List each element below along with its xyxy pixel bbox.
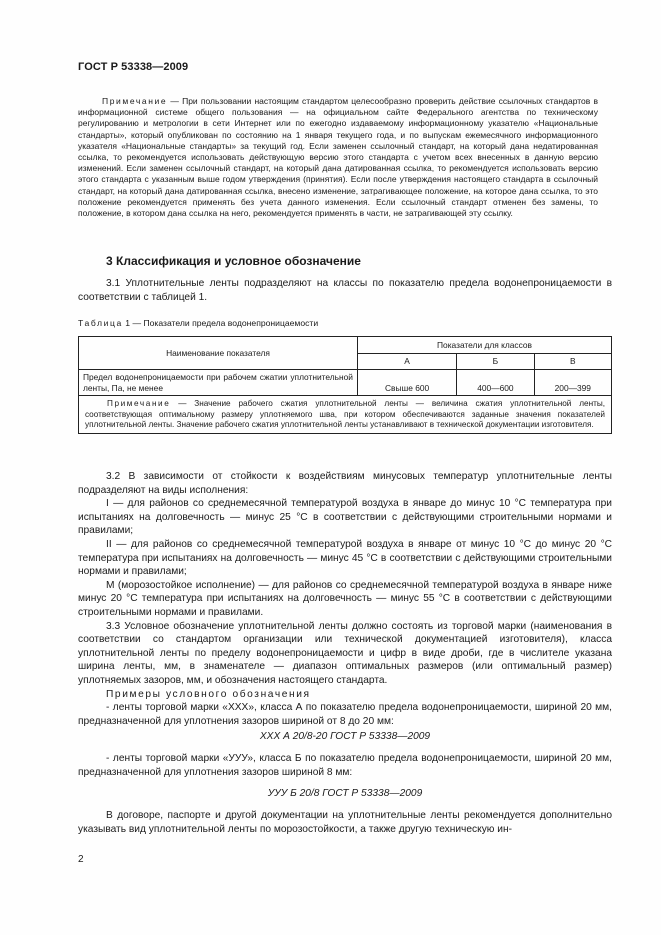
examples-label: Примеры условного обозначения	[106, 688, 311, 700]
clause-3-2-intro: 3.2 В зависимости от стойкости к воздействиям минусовых температур уплотнительные ленты подразделяют на виды исполнения:	[78, 471, 612, 496]
clause-3-2-item-1: I — для районов со среднемесячной температурой воздуха в январе до минус 10 °С температура при испытаниях на долговечность — минус 25 °С в соответствии с действующими строительными нормами и правилами;	[78, 498, 612, 537]
value-class-a: Свыше 600	[358, 370, 457, 396]
example-2-text: - ленты торговой марки «УУУ», класса Б по показателю предела водонепроницаемости, шириной 20 мм, предназначенной для уплотнения зазоров шириной 8 мм:	[78, 753, 612, 778]
value-class-b: 400—600	[457, 370, 534, 396]
clause-3-2-item-2: II — для районов со среднемесячной температурой воздуха в январе от минус 10 °С до минус 20 °С температура при испытаниях на долговечность — минус 45 °С в соответствии с действующими строительными нормами и правилами;	[78, 538, 612, 578]
page-number: 2	[78, 854, 84, 865]
reference-note	[78, 96, 598, 219]
example-1-text: - ленты торговой марки «ХХХ», класса А по показателю предела водонепроницаемости, шириной 20 мм, предназначенной для уплотнения зазоров шириной от 8 до 20 мм:	[78, 702, 612, 727]
clause-3-2-item-3: М (морозостойкое исполнение) — для районов со среднемесячной температурой воздуха в январе ниже минус 20 °С температура при испытаниях на долговечность — минус 55 °С в соответствии с действующими строительными нормами и правилами.	[78, 579, 612, 618]
table-note-text: — Значение рабочего сжатия уплотнительной ленты — величина сжатия уплотнительной ленты, соответствующая оптимальному размеру уплотняемого шва, при котором обеспечиваются заданные значения показателей уплотнительной ленты. Значение рабочего сжатия уплотнительной ленты устанавливают в технической документации изготовителя.	[85, 399, 605, 429]
header-class-a: А	[358, 353, 457, 370]
value-class-v: 200—399	[534, 370, 611, 396]
example-2-code: УУУ Б 20/8 ГОСТ Р 53338—2009	[267, 788, 423, 799]
table-note-label: Примечание	[107, 399, 171, 409]
table-caption-label: Таблица	[78, 318, 123, 328]
clause-3-3: 3.3 Условное обозначение уплотнительной ленты должно состоять из торговой марки (наименования в соответствии со стандартом организации или технической документацией изготовителя), класса уплотнительной ленты по пределу водонепроницаемости и цифр в виде дроби, где в числителе указана ширина ленты, мм, в знаменателе — диапазон оптимальных размеров (или оптимальный размер) уплотняемых зазоров, мм, и обозначения настоящего стандарта.	[78, 620, 612, 686]
final-paragraph: В договоре, паспорте и другой документации на уплотнительные ленты рекомендуется дополнительно указывать вид уплотнительной ленты по морозостойкости, а также другую техническую ин-	[78, 810, 612, 835]
table-caption-text: 1 — Показатели предела водонепроницаемости	[122, 318, 319, 328]
clause-3-2	[78, 470, 612, 728]
header-indicator-name: Наименование показателя	[79, 337, 358, 370]
example-1-code: ХХХ А 20/8-20 ГОСТ Р 53338—2009	[259, 731, 431, 742]
note-text: — При пользовании настоящим стандартом целесообразно проверить действие ссылочных стандартов в информационной системе общего пользования — на официальном сайте Федерального агентства по техническому регулированию и метрологии в сети Интернет или по ежегодно издаваемому информационному указателю «Национальные стандарты», который опубликован по состоянию на 1 января текущего года, и по выпускам ежемесячного информационного указателя «Национальные стандарты» за текущий год. Если заменен ссылочный стандарт, на который дана недатированная ссылка, то рекомендуется использовать действующую версию этого стандарта с учетом всех внесенных в данную версию изменений. Если заменен ссылочный стандарт, на который дана датированная ссылка, то рекомендуется использовать версию этого стандарта с указанным выше годом утверждения (принятия). Если после утверждения настоящего стандарта в ссылочный стандарт, на который дана датированная ссылка, внесено изменение, затрагивающее положение, на которое дана ссылка, то это положение рекомендуется применять без учета данного изменения. Если ссылочный стандарт отменен без замены, то положение, в котором дана ссылка на него, рекомендуется применять в части, не затрагивающей эту ссылку.	[78, 96, 598, 219]
document-code: ГОСТ Р 53338—2009	[78, 61, 189, 73]
header-class-group: Показатели для классов	[358, 337, 612, 354]
section-heading: 3 Классификация и условное обозначение	[106, 254, 361, 268]
clause-3-1: 3.1 Уплотнительные ленты подразделяют на классы по показателю предела водонепроницаемости в соответствии с таблицей 1.	[78, 278, 612, 303]
table-caption	[78, 318, 318, 328]
header-class-b: Б	[457, 353, 534, 370]
row-indicator-name: Предел водонепроницаемости при рабочем сжатии уплотнительной ленты, Па, не менее	[79, 370, 358, 396]
table-note	[79, 396, 612, 434]
classes-table	[78, 336, 612, 434]
note-label: Примечание	[102, 96, 168, 106]
header-class-v: В	[534, 353, 611, 370]
